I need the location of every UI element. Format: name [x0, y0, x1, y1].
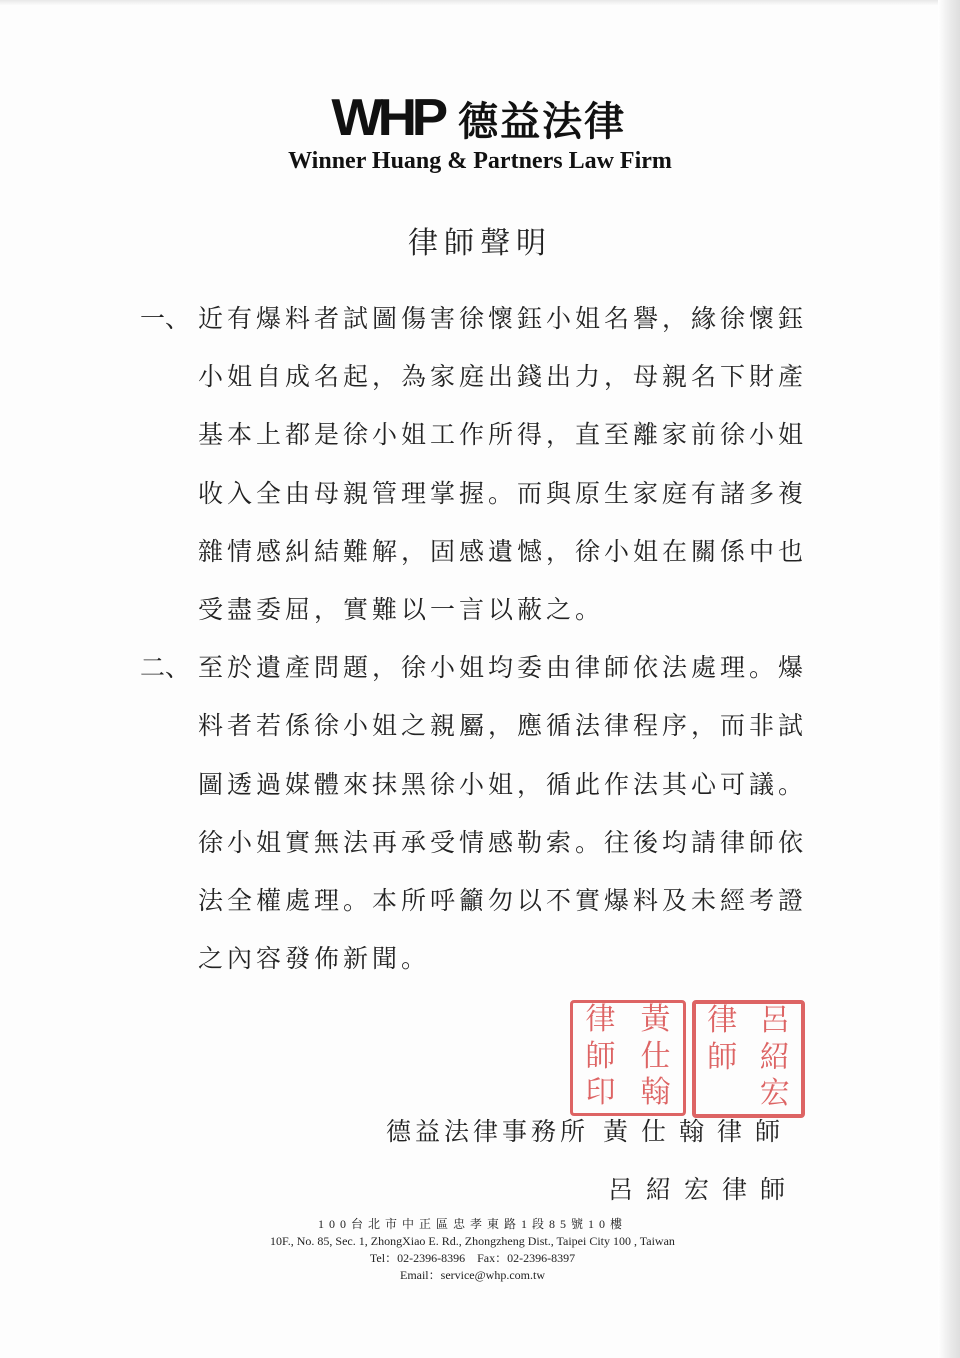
footer-tel: Tel：02-2396-8396: [369, 1251, 466, 1265]
paragraph-line: 至於遺產問題，徐小姐均委由律師依法處理。爆: [198, 653, 808, 683]
paragraph-line: 近有爆料者試圖傷害徐懷鈺小姐名譽，緣徐懷鈺: [198, 304, 808, 333]
seal-char: 師: [585, 1038, 616, 1074]
signature-line-1: [386, 1112, 793, 1148]
paragraph-line: 徐小姐實無法再承受情感勒索。往後均請律師依: [198, 827, 808, 857]
seal-char: 印: [585, 1075, 616, 1111]
paragraph-line: 雜情感糾結難解，固感遺憾，徐小姐在關係中也: [198, 536, 808, 566]
seal-stamp-huang: [570, 1000, 686, 1116]
logo-row: [0, 88, 960, 148]
footer-email: Email：service@whp.com.tw: [399, 1268, 545, 1282]
page-top-edge: [0, 0, 960, 6]
paragraph-number: 二、: [140, 653, 191, 683]
footer-address-english: 10F., No. 85, Sec. 1, ZhongXiao E. Rd., Zhongzheng Dist., Taipei City 100 , Taiwan: [270, 1234, 675, 1248]
paragraph-line: 法全權處理。本所呼籲勿以不實爆料及未經考證: [198, 886, 808, 916]
page-right-edge: [938, 0, 960, 1358]
logo-chinese-name: 德益法律: [458, 98, 627, 145]
paragraph-line: 料者若係徐小姐之親屬，應循法律程序，而非試: [198, 711, 808, 741]
paragraph-number: 一、: [140, 304, 191, 333]
seal-char: 律: [585, 1002, 616, 1037]
seal-char: 呂: [759, 1003, 790, 1038]
document-title: 律師聲明: [408, 226, 552, 261]
seal-char: [696, 1077, 749, 1114]
footer-address-chinese: 100台北市中正區忠孝東路1段85號10樓: [317, 1217, 627, 1231]
seal-stamps: [570, 1000, 805, 1115]
paragraph-line: 基本上都是徐小姐工作所得，直至離家前徐小姐: [198, 420, 808, 450]
paragraph-line: 收入全由母親管理掌握。而與原生家庭有諸多複: [198, 478, 808, 508]
footer-contact: [0, 1216, 945, 1284]
seal-char: 紹: [759, 1039, 790, 1075]
footer-phone-fax: [0, 1250, 945, 1267]
logo-mark: WHP: [331, 89, 443, 147]
seal-char: 師: [707, 1039, 738, 1075]
paragraph-line: 圖透過媒體來抹黑徐小姐，循此作法其心可議。: [198, 769, 808, 799]
paragraph-line: 之內容發佈新聞。: [198, 944, 431, 974]
signature-lawyer-2: 呂紹宏律師: [608, 1175, 799, 1204]
paragraph-1: [140, 290, 820, 639]
seal-char: 仕: [640, 1038, 671, 1074]
seal-char: 律: [707, 1003, 738, 1038]
signature-firm: 德益法律事務所: [386, 1117, 590, 1146]
seal-char: 宏: [759, 1076, 790, 1112]
seal-char: 翰: [640, 1075, 671, 1111]
statement-body: [140, 290, 820, 988]
seal-stamp-lu: [692, 1000, 805, 1118]
signature-lawyer-1: 黃仕翰律師: [603, 1117, 794, 1146]
firm-english-name: Winner Huang & Partners Law Firm: [288, 148, 672, 174]
letterhead: [0, 88, 960, 175]
paragraph-2: [140, 639, 820, 988]
paragraph-line: 小姐自成名起，為家庭出錢出力，母親名下財產: [198, 362, 808, 392]
paragraph-line: 受盡委屈，實難以一言以蔽之。: [198, 595, 605, 625]
footer-fax: Fax：02-2396-8397: [477, 1251, 576, 1265]
seal-char: 黃: [640, 1002, 671, 1037]
